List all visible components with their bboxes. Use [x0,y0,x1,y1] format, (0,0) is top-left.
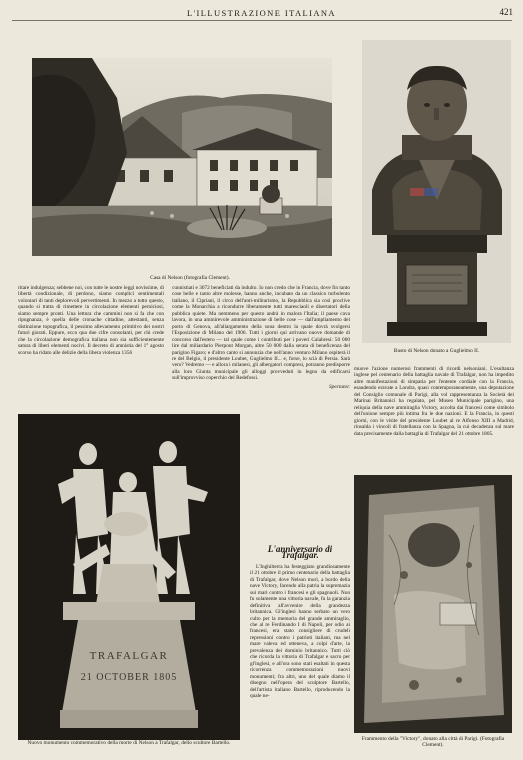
nelson-bust-photo [362,40,511,343]
text-column-1: ritare indulgenza; sebbene noi, con tutte le nostre leggi novissime, di libertà condizionale, di perdono, siamo complici sentimentali volontari di tanti deplorevoli pervertimenti. In mezzo a tutto questo, quando si tratta di rimettere in circolazione elementi perniciosi, siamo sempre pronti. Una lettura che cammini non si fa che con ripugnanza, è quella delle cronache cittadine, attestanti, senza distinzione topografica, il pessimo allevamento primitivo dei nostri futuri giurati. Eppure, ecco qua due cifre consolanti, per chi crede che la circolazione demografica italiana non sia sufficientemente satura di liberi elementi nocivi. Il decreto di amnistia del 1° agosto scorso ha ridato alle delizie della libera violenza 1356 [18,285,164,356]
monument-caption: Nuovo monumento commemorativo della morte di Nelson a Trafalgar, dello scultore Bartello. [27,740,231,746]
trafalgar-article [250,542,350,752]
col2-signature: Spectator. [328,383,350,390]
text-column-3: muove l'azione numerosi frammenti di ricordi nelsoniani. L'esultanza inglese pel centenario della battaglia navale di Trafalgar, non ha impedito altre manifestazioni di simpatia per l'entente cordiale con la Francia, esaudendo eravate a Londra, quasi contemporaneamente, una deputazione del Consiglio comunale di Parigi, alla vol rappresentanza la Società dei Marinai Britannici ha regalato, pel Museo Municipale parigino, una reliquia della nave ammiraglia Victory, accolta dai francesi come simbolo dell'unione sempre più intima fra le due nazioni. E la Francia, in questi giorni, con le visite del presidente Loubet al re Alfonso XIII a Madrid, rinsalda i vincoli di fratellanza con la Spagna, la cui decadenza sul mare data precisamente dalla battaglia di Trafalgar del 21 ottobre 1805. [354,366,514,437]
nelson-house-photo [32,58,332,256]
running-head: L'ILLUSTRAZIONE ITALIANA [187,8,336,18]
article-body: L'Inghilterra ha festeggiato grandiosamente il 21 ottobre il primo centenario della battaglia di Trafalgar, dove Nelson morì, a bordo della nave Victory, facendo alla patria la supremazia sui mari contro i francesi e gli spagnuoli. Non fu solamente una vittoria navale, fu la garanzia definitiva all'avvenire della grandezza britannica. Gl'inglesi hanno serbato un vero culto per la memoria del grande ammiraglio, che al re Ferdinando I di Napoli, per odio ai francesi, era stato consigliere di crudeli repressioni contro i patrioti italiani, ma nel mare valeva ed otteneva, a colpi d'arte, la prevalenza dei dominio britannico. Tutti ciò che ricorda la vittoria di Trafalgar e sacro per gl'inglesi, e all'ora sono stati esaltati in questa ricorrenza commemorazioni nuovi monumenti; fra altri, uno del quale diamo il disegno nell'opera del sculptore Bartello, dell'artista italiano Bartello, riproducendo la quale ne- [250,563,350,699]
nelson-bust-caption: Busto di Nelson donato a Guglielmo II. [393,348,480,354]
monument-inscription-line1: TRAFALGAR [89,650,169,662]
col2-text: cunnistiati e 3072 beneficiati da indulto. Io non credo che in Francia, dove fin tanto cose belle e tanto altre molesse, hanno anche, incubato da un classico turbolento italiano, il Cipriani, il circo dell'anti-militarismo, la Repubblica sia così proclive come la Monarchia a ricondurre liberamente tutti maresciaoli e disertatori della pubblica quiete. Ma nemmeno per questo andrà in malora l'Italia; il paese cava lavora, in una ammirevole amministrazione di belle cose — dall'ampliamento del porto di Genova, all'allargamento della sona dentro la quale dovrà svolgersi l'Esposizione di Milano del 1906. Tutti i giorni qui arrivano nuove domande di concorso dall'estero — tal quale come i contributi per i poveri Calabresi: 50 000 lire dal miliardario Pierpont Morgan, altre 50 000 dalla serata di beneficenza del parigino Figaro; e d'altro canto si annunzia che nell'anno venturo Milano ospiterà il re del Belgio, il presidente Loubet, Guglielmo II... e, forse, lo scià di Persia. Sarà vero? Vedremo — e allora i milanesi, gli albergatori compresi, potranno predisporre alla loro Giunta municipale gli alloggi provveduti in legno da edificarsi sull'improvviso coperchio del Redefossi. [172,285,350,382]
nelson-house-caption: Casa di Nelson (fotografia Clement). [150,275,230,281]
page-number: 421 [499,7,513,17]
monument-photo [18,414,240,740]
victory-fragment-caption: Frammento della "Victory", donato alla città di Parigi. (Fotografia Clement). [361,736,505,749]
header-rule [12,20,512,21]
article-title: L'anniversario di Trafalgar. [267,544,333,561]
victory-fragment-photo [354,475,512,733]
monument-inscription-line2: 21 OCTOBER 1805 [80,672,178,683]
